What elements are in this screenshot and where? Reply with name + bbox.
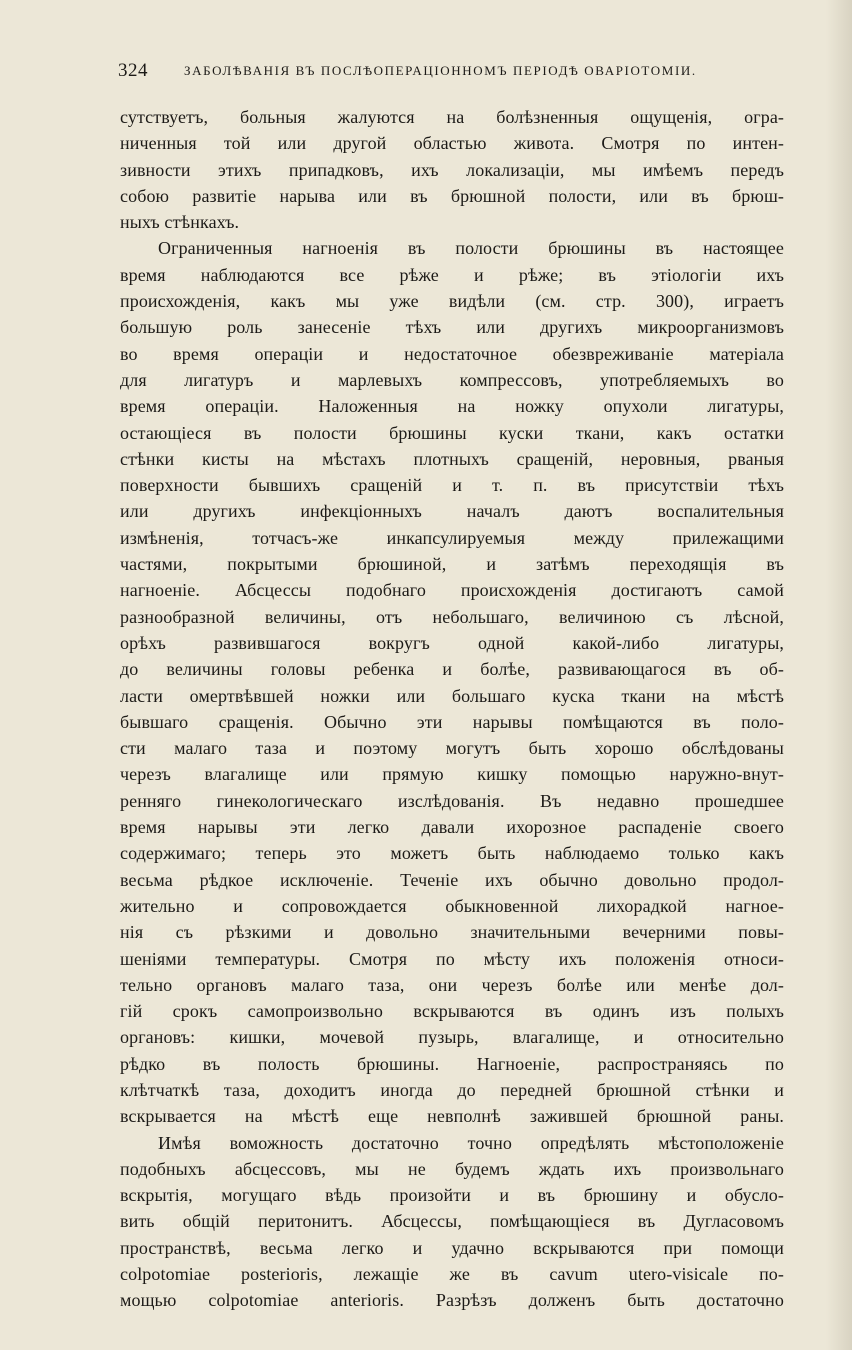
paragraph-start-line: Имѣя воможность достаточно точно опредѣлять мѣстоположеніе xyxy=(158,1132,784,1153)
text-line: органовъ: кишки, мочевой пузырь, влагалище, и относительно xyxy=(120,1027,784,1048)
text-line: нія съ рѣзкими и довольно значительными вечерними повы- xyxy=(120,922,784,943)
text-line: происхожденія, какъ мы уже видѣли (см. стр. 300), играетъ xyxy=(120,291,784,312)
body-text xyxy=(120,104,784,1314)
text-line: сти малаго таза и поэтому могутъ быть хорошо обслѣдованы xyxy=(120,738,784,759)
text-line: зивности этихъ припадковъ, ихъ локализаціи, мы имѣемъ передъ xyxy=(120,159,784,180)
paragraph-start-line: Ограниченныя нагноенія въ полости брюшины въ настоящее xyxy=(158,238,784,259)
text-line: тельно органовъ малаго таза, они черезъ болѣе или менѣе дол- xyxy=(120,974,784,995)
text-line: собою развитіе нарыва или въ брюшной полости, или въ брюш- xyxy=(120,185,784,206)
text-line: до величины головы ребенка и болѣе, развивающагося въ об- xyxy=(120,659,784,680)
text-line: поверхности бывшихъ сращеній и т. п. въ присутствіи тѣхъ xyxy=(120,475,784,496)
running-title: ЗАБОЛѢВАНІЯ ВЪ ПОСЛѢОПЕРАЦІОННОМЪ ПЕРІОДѢ ОВАРІОТОМІИ. xyxy=(184,63,697,78)
text-line: содержимаго; теперь это можетъ быть наблюдаемо только какъ xyxy=(120,843,784,864)
text-line: вить общій перитонитъ. Абсцессы, помѣщающіеся въ Дугласовомъ xyxy=(120,1211,784,1232)
text-line: частями, покрытыми брюшиной, и затѣмъ переходящія въ xyxy=(120,554,784,575)
text-line: мощью colpotomiae anterioris. Разрѣзъ долженъ быть достаточно xyxy=(120,1290,784,1311)
text-line: ныхъ стѣнкахъ. xyxy=(120,212,240,233)
text-line: орѣхъ развившагося вокругъ одной какой-либо лигатуры, xyxy=(120,632,784,653)
text-line: измѣненія, тотчасъ-же инкапсулируемыя между прилежащими xyxy=(120,527,784,548)
text-line: вскрывается на мѣстѣ еще невполнѣ зажившей брюшной раны. xyxy=(120,1106,784,1127)
running-head xyxy=(118,60,778,86)
text-line: время операціи. Наложенныя на ножку опухоли лигатуры, xyxy=(120,396,784,417)
text-line: время нарывы эти легко давали ихорозное распаденіе своего xyxy=(120,817,784,838)
text-line: рѣдко въ полость брюшины. Нагноеніе, распространяясь по xyxy=(120,1053,784,1074)
text-line: пространствѣ, весьма легко и удачно вскрываются при помощи xyxy=(120,1237,784,1258)
text-line: весьма рѣдкое исключеніе. Теченіе ихъ обычно довольно продол- xyxy=(120,869,784,890)
text-line: или другихъ инфекціонныхъ началъ даютъ воспалительныя xyxy=(120,501,784,522)
text-line: вскрытія, могущаго вѣдь произойти и въ брюшину и обусло- xyxy=(120,1185,784,1206)
text-line: ренняго гинекологическаго изслѣдованія. Въ недавно прошедшее xyxy=(120,790,784,811)
text-line: сутствуетъ, больныя жалуются на болѣзненныя ощущенія, огра- xyxy=(120,107,784,127)
text-line: во время операціи и недостаточное обезвреживаніе матеріала xyxy=(120,343,784,364)
text-line: жительно и сопровождается обыкновенной лихорадкой нагное- xyxy=(120,895,784,916)
text-line: черезъ влагалище или прямую кишку помощью наружно-внут- xyxy=(120,764,784,785)
text-line: нагноеніе. Абсцессы подобнаго происхожденія достигаютъ самой xyxy=(120,580,784,601)
text-line: подобныхъ абсцессовъ, мы не будемъ ждать ихъ произвольнаго xyxy=(120,1158,784,1179)
text-line: ласти омертвѣвшей ножки или большаго куска ткани на мѣстѣ xyxy=(120,685,784,706)
text-line: разнообразной величины, отъ небольшаго, величиною съ лѣсной, xyxy=(120,606,784,627)
text-line: ниченныя той или другой областью живота. Смотря по интен- xyxy=(120,133,784,154)
text-line: гій срокъ самопроизвольно вскрываются въ одинъ изъ полыхъ xyxy=(120,1001,784,1022)
text-line: клѣтчаткѣ таза, доходитъ иногда до передней брюшной стѣнки и xyxy=(120,1079,784,1100)
text-line: большую роль занесеніе тѣхъ или другихъ микроорганизмовъ xyxy=(120,317,784,338)
page-number: 324 xyxy=(118,60,148,81)
text-line: colpotomiae posterioris, лежащіе же въ cavum utero-visicale по- xyxy=(120,1264,784,1285)
text-line: для лигатуръ и марлевыхъ компрессовъ, употребляемыхъ во xyxy=(120,369,784,390)
page-edge-shadow xyxy=(826,0,852,1350)
text-line: шеніями температуры. Смотря по мѣсту ихъ положенія относи- xyxy=(120,948,784,969)
text-line: бывшаго сращенія. Обычно эти нарывы помѣщаются въ поло- xyxy=(120,711,784,732)
text-line: время наблюдаются все рѣже и рѣже; въ этіологіи ихъ xyxy=(120,264,784,285)
text-line: стѣнки кисты на мѣстахъ плотныхъ сращеній, неровныя, рваныя xyxy=(120,448,784,469)
text-line: остающіеся въ полости брюшины куски ткани, какъ остатки xyxy=(120,422,784,443)
